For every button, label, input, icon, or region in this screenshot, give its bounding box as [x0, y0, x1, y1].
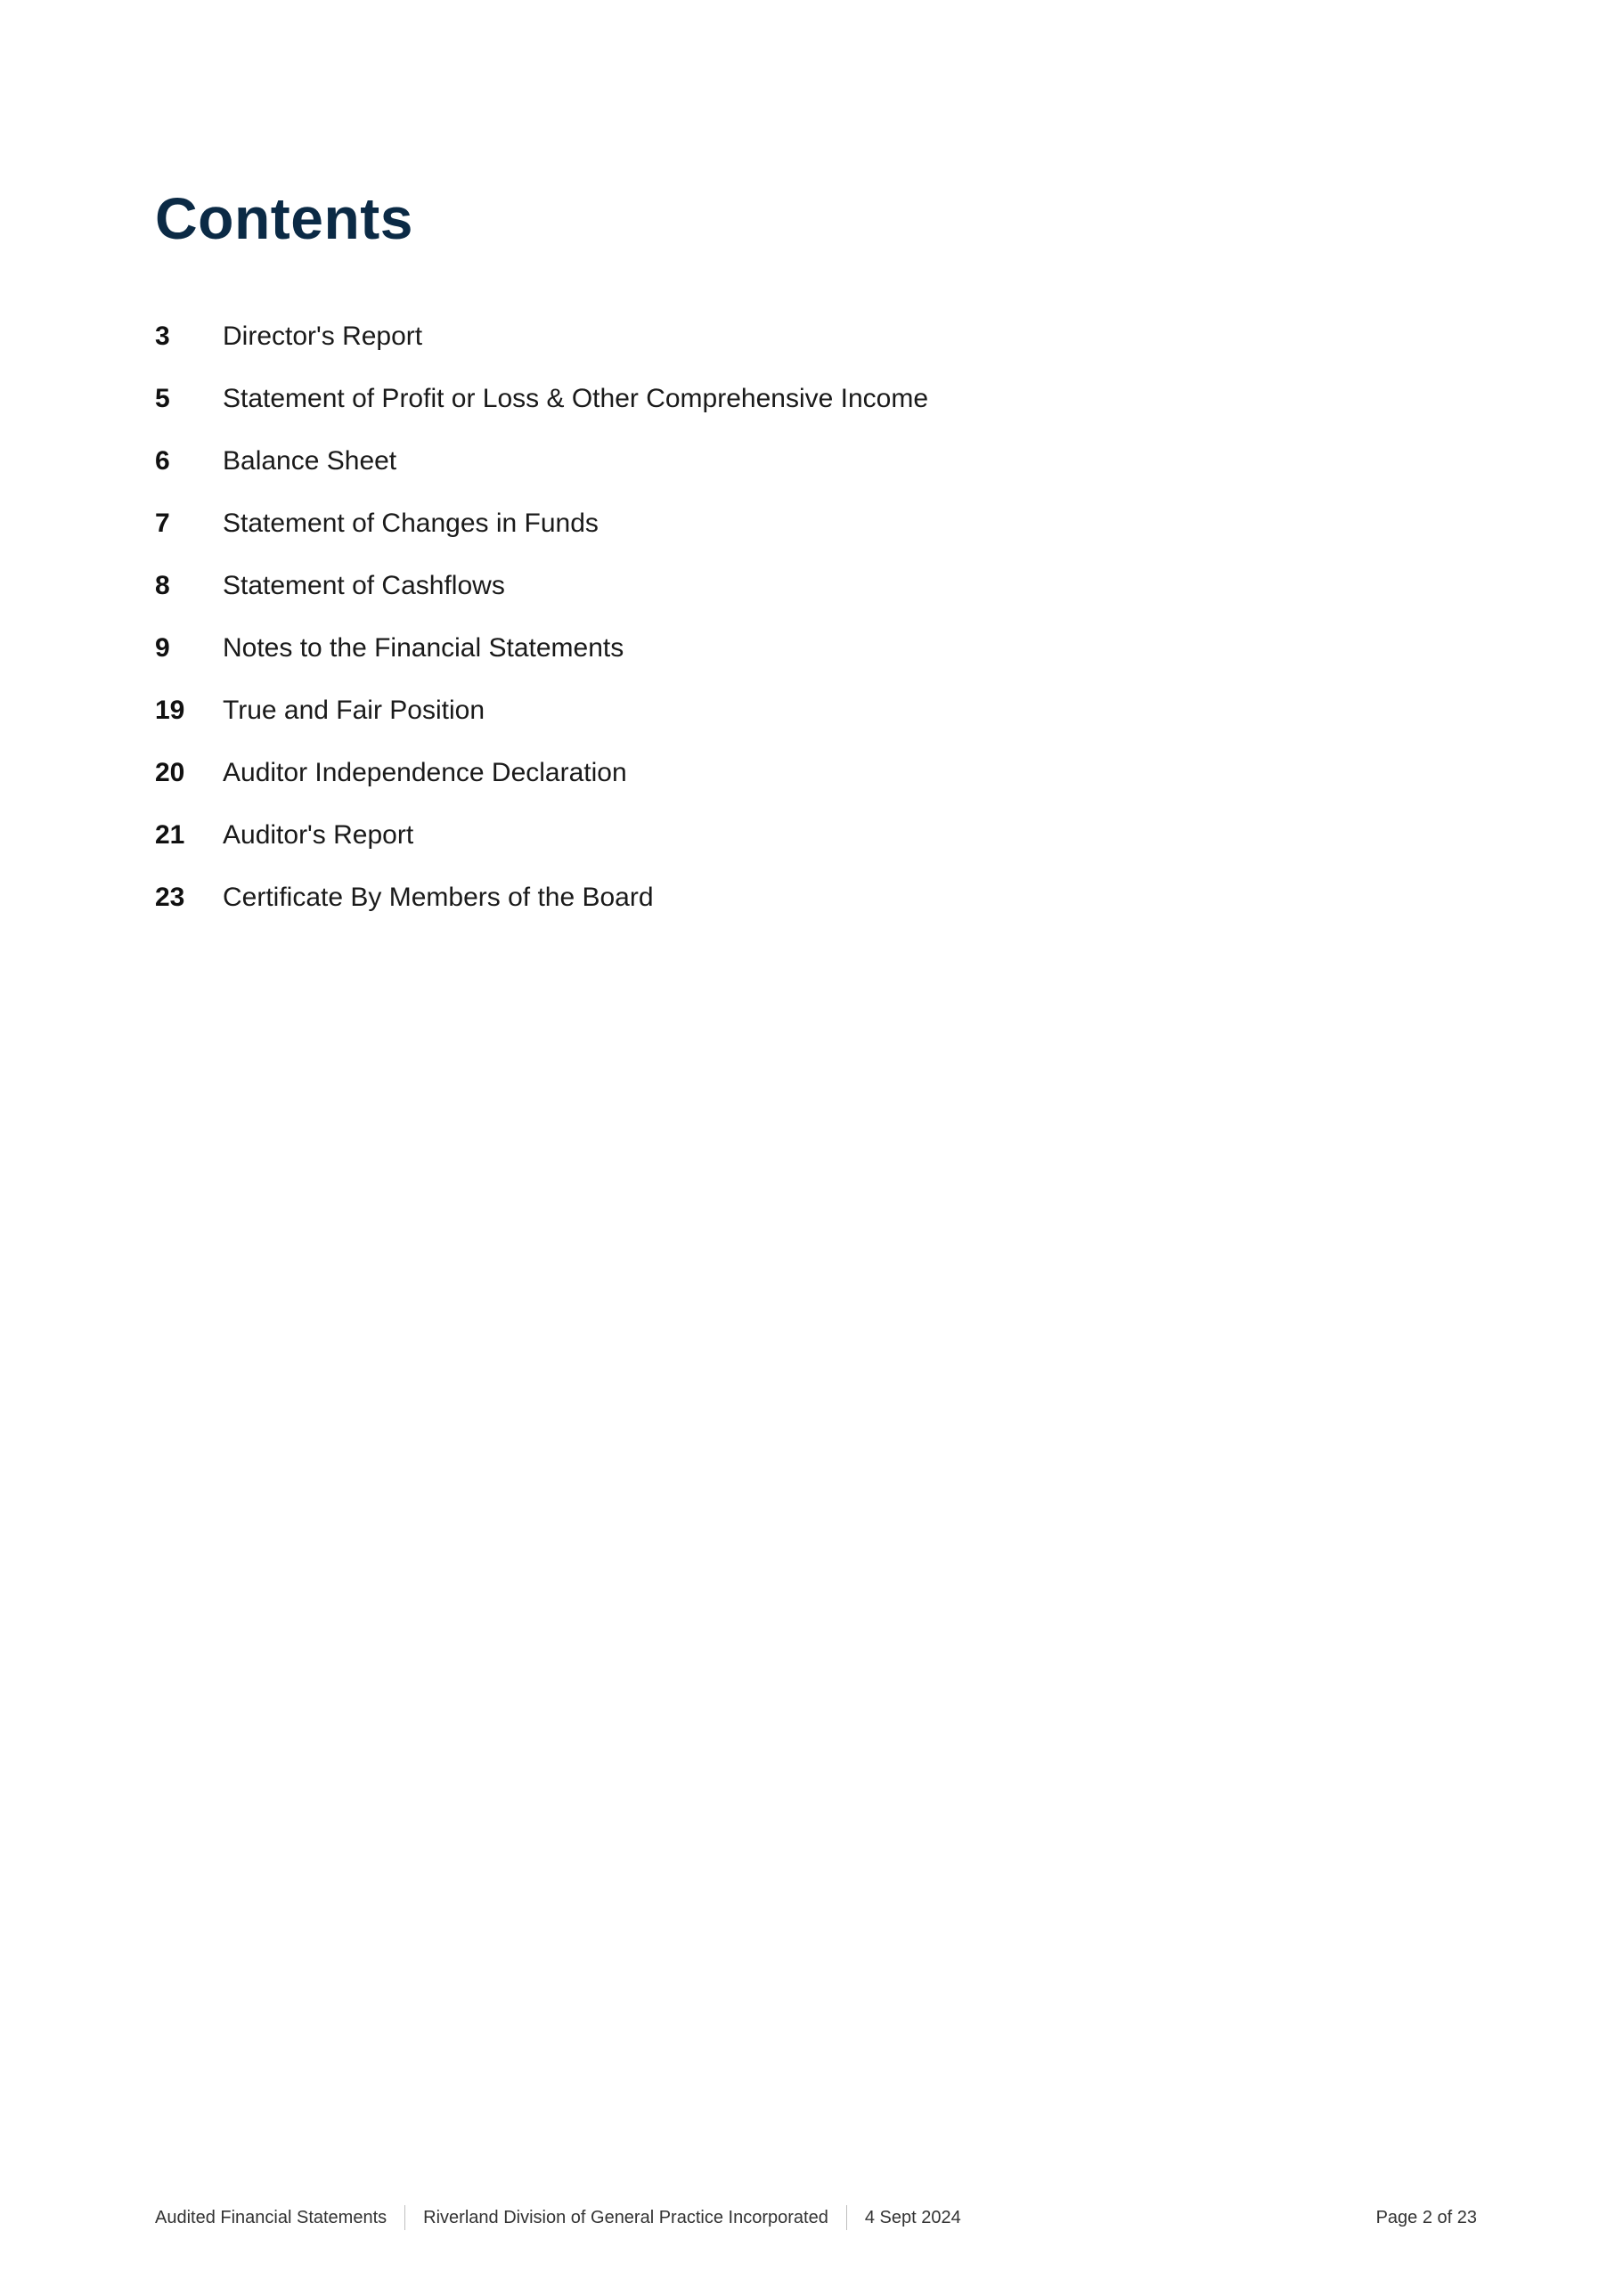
- footer-divider: [846, 2205, 847, 2230]
- toc-page-number: 20: [155, 758, 185, 787]
- toc-entry-label: Auditor's Report: [223, 820, 414, 850]
- page-title: Contents: [155, 185, 413, 251]
- footer-document-title: Audited Financial Statements: [155, 2207, 387, 2227]
- toc-entry-label: Statement of Cashflows: [223, 571, 505, 600]
- toc-entry-label: Auditor Independence Declaration: [223, 758, 627, 787]
- toc-page-number: 19: [155, 696, 185, 725]
- toc-entry-label: Certificate By Members of the Board: [223, 883, 654, 912]
- footer-page-number: Page 2 of 23: [1375, 2207, 1477, 2227]
- toc-item: [155, 748, 928, 810]
- toc-page-number: 5: [155, 384, 170, 413]
- footer-date: 4 Sept 2024: [864, 2207, 961, 2227]
- toc-page-number: 7: [155, 509, 170, 538]
- toc-item: [155, 312, 928, 374]
- table-of-contents: [155, 312, 928, 935]
- toc-page-number: 21: [155, 820, 185, 850]
- toc-page-number: 23: [155, 883, 185, 912]
- toc-item: [155, 499, 928, 561]
- toc-page-number: 9: [155, 633, 170, 663]
- toc-entry-label: Balance Sheet: [223, 446, 397, 476]
- toc-page-number: 3: [155, 322, 170, 351]
- toc-entry-label: Statement of Changes in Funds: [223, 509, 599, 538]
- toc-item: [155, 810, 928, 873]
- toc-entry-label: Director's Report: [223, 322, 423, 351]
- toc-page-number: 6: [155, 446, 170, 476]
- toc-page-number: 8: [155, 571, 170, 600]
- toc-item: [155, 561, 928, 623]
- toc-entry-label: Notes to the Financial Statements: [223, 633, 624, 663]
- toc-entry-label: Statement of Profit or Loss & Other Comprehensive Income: [223, 384, 929, 413]
- toc-item: [155, 436, 928, 499]
- toc-item: [155, 623, 928, 686]
- footer-divider: [404, 2205, 405, 2230]
- page-footer: [155, 2205, 1477, 2230]
- toc-item: [155, 873, 928, 935]
- toc-item: [155, 374, 928, 436]
- toc-item: [155, 686, 928, 748]
- toc-entry-label: True and Fair Position: [223, 696, 485, 725]
- footer-organisation: Riverland Division of General Practice Incorporated: [423, 2207, 828, 2227]
